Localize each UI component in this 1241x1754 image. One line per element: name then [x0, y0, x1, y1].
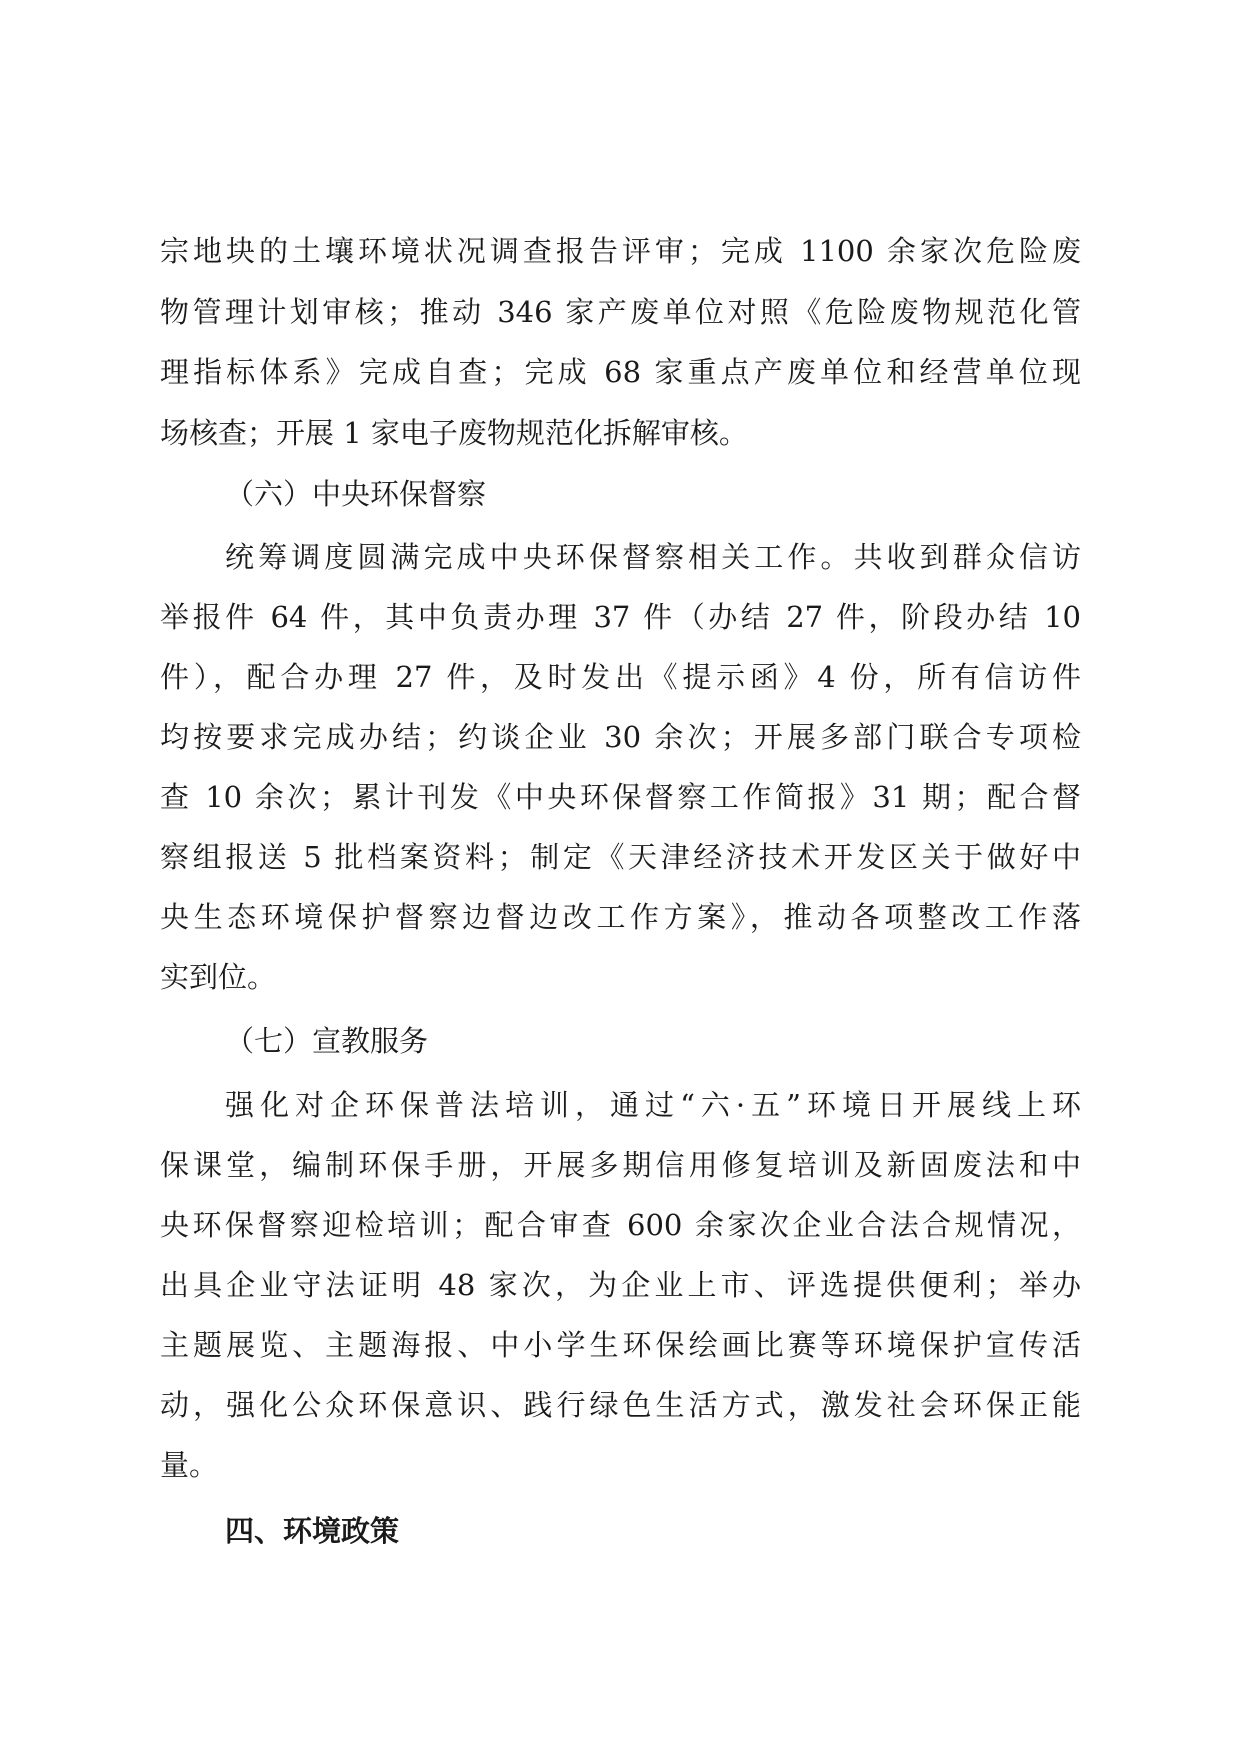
paragraph-line: 实到位。	[160, 960, 277, 994]
paragraph-line: 量。	[160, 1448, 219, 1482]
paragraph-line: 察组报送 5 批档案资料；制定《天津经济技术开发区关于做好中	[160, 840, 1081, 874]
paragraph-line: 统筹调度圆满完成中央环保督察相关工作。共收到群众信访	[225, 540, 1081, 574]
paragraph-line: 强化对企环保普法培训，通过“六·五”环境日开展线上环	[225, 1088, 1081, 1122]
paragraph-line: 物管理计划审核；推动 346 家产废单位对照《危险废物规范化管	[160, 295, 1081, 329]
paragraph-line: 央生态环境保护督察边督边改工作方案》，推动各项整改工作落	[160, 900, 1081, 934]
paragraph-line: 件），配合办理 27 件，及时发出《提示函》4 份，所有信访件	[160, 660, 1081, 694]
paragraph-line: 理指标体系》完成自查；完成 68 家重点产废单位和经营单位现	[160, 355, 1081, 389]
paragraph-line: 举报件 64 件，其中负责办理 37 件（办结 27 件，阶段办结 10	[160, 600, 1081, 634]
paragraph-line: 央环保督察迎检培训；配合审查 600 余家次企业合法合规情况，	[160, 1208, 1081, 1242]
paragraph-line: 动，强化公众环保意识、践行绿色生活方式，激发社会环保正能	[160, 1388, 1081, 1422]
section-heading-6: （六）中央环保督察	[225, 477, 487, 511]
section-heading-7: （七）宣教服务	[225, 1024, 429, 1058]
paragraph-line: 主题展览、主题海报、中小学生环保绘画比赛等环境保护宣传活	[160, 1328, 1081, 1362]
section-heading-4: 四、环境政策	[225, 1514, 400, 1548]
paragraph-line: 出具企业守法证明 48 家次，为企业上市、评选提供便利；举办	[160, 1268, 1081, 1302]
paragraph-line: 查 10 余次；累计刊发《中央环保督察工作简报》31 期；配合督	[160, 780, 1081, 814]
paragraph-line: 保课堂，编制环保手册，开展多期信用修复培训及新固废法和中	[160, 1148, 1081, 1182]
paragraph-line: 宗地块的土壤环境状况调查报告评审；完成 1100 余家次危险废	[160, 234, 1081, 268]
paragraph-line: 均按要求完成办结；约谈企业 30 余次；开展多部门联合专项检	[160, 720, 1081, 754]
paragraph-line: 场核查；开展 1 家电子废物规范化拆解审核。	[160, 416, 748, 450]
